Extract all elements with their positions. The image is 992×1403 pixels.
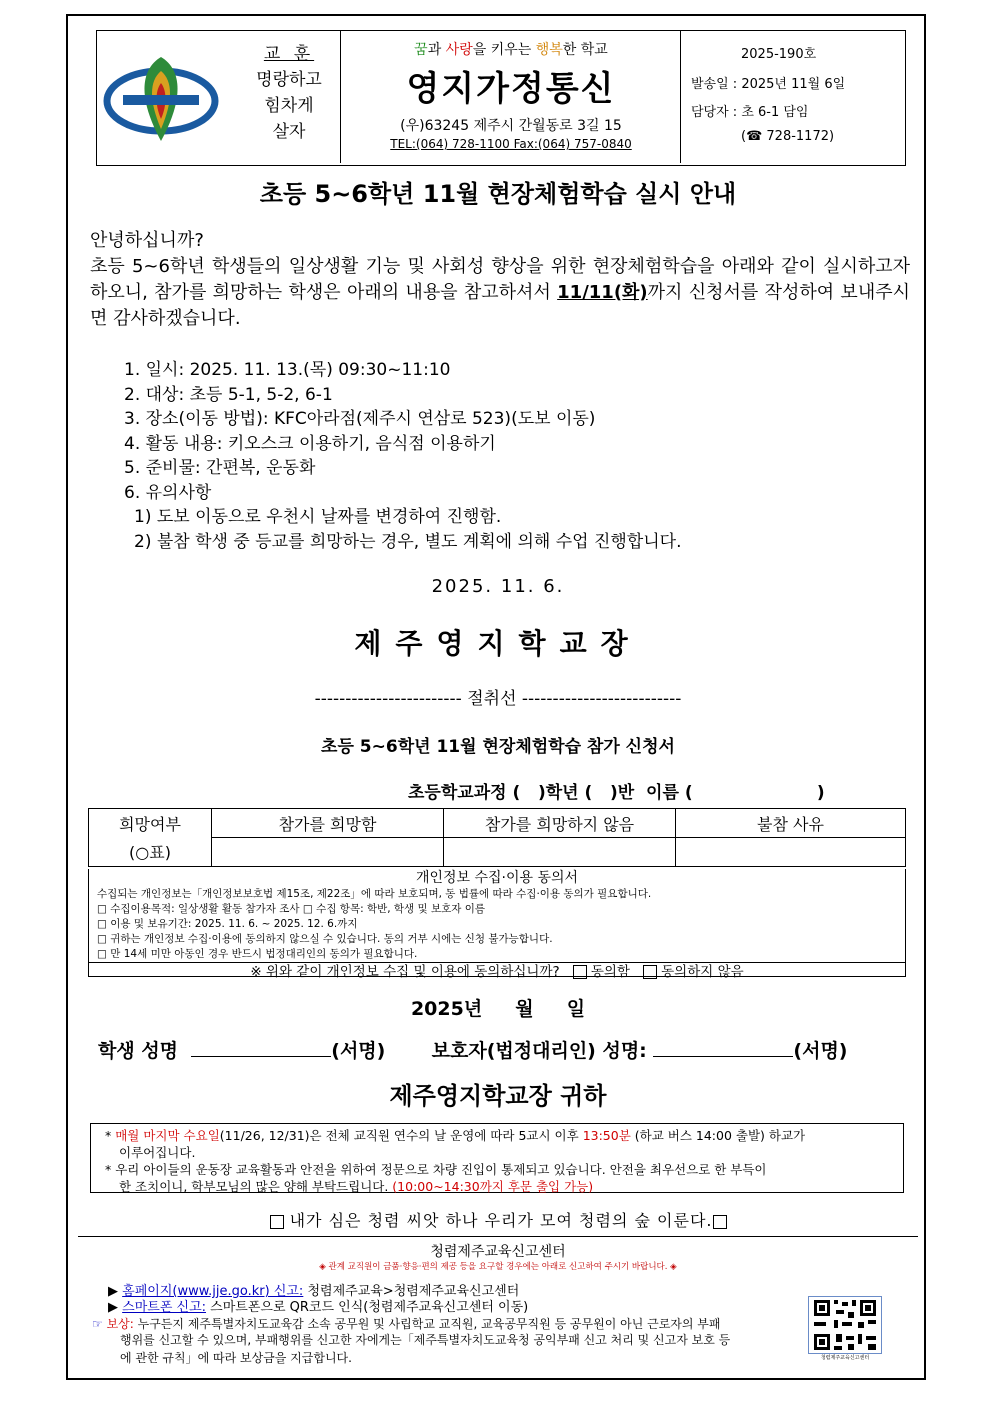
caution-item: 2) 불참 학생 중 등교를 희망하는 경우, 별도 계획에 의해 수업 진행합니다. [134, 531, 682, 552]
consent-line: □ 만 14세 미만 아동인 경우 반드시 법정대리인의 동의가 필요합니다. [97, 948, 418, 960]
newsletter-title: 영지가정통신 [406, 69, 616, 109]
student-name-label: 학생 성명 [98, 1040, 179, 1062]
intro-text: 까지 신청서를 작성하여 보내주시면 감사하겠습니다. [90, 282, 910, 329]
report-text: 에 관한 규칙」에 따라 보상금을 지급합니다. [120, 1351, 352, 1365]
list-item: 4. 활동 내용: 키오스크 이용하기, 음식점 이용하기 [124, 433, 496, 454]
caution-item: 1) 도보 이동으로 우천시 날짜를 변경하여 진행함. [134, 507, 502, 527]
consent-title: 개인정보 수집·이용 동의서 [415, 870, 579, 886]
notice-highlight: (10:00~14:30까지 후문 출입 가능) [392, 1179, 594, 1194]
student-name-field[interactable] [191, 1036, 331, 1057]
consent-line: □ 이용 및 보유기간: 2025. 11. 6. ~ 2025. 12. 6.까지 [97, 918, 358, 930]
slogan-word-love: 사랑 [445, 42, 473, 58]
checkbox-icon [713, 1215, 727, 1229]
qr-caption: 청렴제주교육신고센터 [820, 1355, 870, 1361]
slogan-text: 한 학교 [562, 42, 608, 58]
list-item: 1. 일시: 2025. 11. 13.(목) 09:30~11:10 [124, 360, 451, 380]
report-smartphone: ▶ 스마트폰 신고: 스마트폰으로 QR코드 인식(청렴제주교육신고센터 이동) [108, 1300, 529, 1315]
principal-name: 제주영지학교장 [354, 627, 642, 660]
list-item: 3. 장소(이동 방법): KFC아라점(제주시 연삼로 523)(도보 이동) [124, 409, 596, 429]
reward-label: 보상: [106, 1317, 134, 1331]
consent-question-row [89, 962, 905, 981]
school-phone-fax: TEL:(064) 728-1100 Fax:(064) 757-0840 [390, 137, 632, 151]
divider [78, 1236, 918, 1237]
motto-line: 힘차게 [264, 96, 314, 116]
notice-text: (11/26, 12/31)은 전체 교직원 연수의 날 운영에 따라 5교시 이후 [219, 1128, 583, 1143]
student-signature-label: (서명) [331, 1040, 386, 1062]
bullet-star: * [105, 1128, 112, 1143]
header-box [96, 30, 906, 166]
issue-date-line: 2025. 11. 6. [431, 576, 565, 597]
notice-text: 우리 아이들의 운동장 교육활동과 안전을 위하여 정문으로 차량 진입이 통제되고 있습니다. 안전을 최우선으로 한 부득이 [115, 1162, 767, 1177]
motto-title: 교 훈 [263, 44, 315, 64]
qr-code-icon[interactable] [808, 1296, 882, 1354]
table-header-cell: (○표) [89, 838, 212, 867]
intro-paragraph [90, 254, 910, 332]
signature-line [98, 1036, 847, 1063]
contact-phone: (☎ 728-1172) [741, 129, 835, 144]
header-title-cell [341, 31, 681, 163]
slogan-word-dream: 꿈 [414, 42, 428, 58]
deadline: 11/11(화) [557, 282, 648, 303]
notice-item [105, 1127, 895, 1144]
participation-table [88, 808, 906, 867]
smartphone-label: 스마트폰 신고: [122, 1300, 207, 1315]
addressee: 제주영지학교장 귀하 [389, 1082, 607, 1110]
school-slogan [341, 39, 681, 59]
guardian-signature-label: (서명) [793, 1040, 848, 1062]
table-row [89, 809, 906, 838]
notice-item [105, 1161, 895, 1178]
privacy-consent-box [88, 869, 906, 980]
consent-line: □ 수집이용목적: 일상생활 활동 참가자 조사 □ 수집 항목: 학반, 학생 및 보호자 이름 [97, 903, 486, 915]
class-name-line: 초등학교과정 ( )학년 ( )반 이름 ( ) [408, 783, 825, 803]
intro-text: 초등 5~6학년 학생들의 일상생활 기능 및 사회성 향상을 위한 현장체험학습을 아래와 같이 실시하고자 하오니, 참가를 희망하는 학생은 아래의 내용을 참고하셔서 [90, 256, 910, 303]
report-text: 행위를 신고할 수 있으며, 부패행위를 신고한 자에게는「제주특별자치도교육청 공익부패 신고 처리 및 신고자 보호 등 [120, 1333, 731, 1347]
table-header-cell: 희망여부 [89, 809, 212, 838]
motto-line: 명랑하고 [256, 70, 322, 90]
notice-text: (하교 버스 14:00 출발) 하교가 [630, 1128, 806, 1143]
cut-line: ------------------------ 절취선 -------------------------- [314, 689, 682, 709]
school-motto-block [247, 41, 331, 145]
integrity-center-name: 청렴제주교육신고센터 [430, 1244, 566, 1260]
consent-question: ※ 위와 같이 개인정보 수집 및 이용에 동의하십니까? [250, 964, 560, 980]
person-in-charge: 담당자 : 초 6-1 담임 [691, 105, 809, 120]
list-item: 2. 대상: 초등 5-1, 5-2, 6-1 [124, 384, 333, 405]
report-text: 청렴제주교육>청렴제주교육신고센터 [303, 1284, 520, 1299]
notice-box [90, 1123, 904, 1193]
details-list [124, 358, 682, 554]
report-reward [92, 1316, 720, 1332]
table-header-cell: 불참 사유 [676, 809, 906, 838]
notice-highlight: 매월 마지막 수요일 [115, 1128, 220, 1143]
table-header-cell: 참가를 희망함 [212, 809, 444, 838]
integrity-slogan [68, 1208, 928, 1231]
disagree-checkbox[interactable] [643, 965, 657, 979]
guardian-name-label: 보호자(법정대리인) 성명: [431, 1040, 647, 1062]
school-address: (우)63245 제주시 간월동로 3길 15 [400, 118, 622, 134]
table-header-cell: 참가를 희망하지 않음 [444, 809, 676, 838]
issue-date: 발송일 : 2025년 11월 6일 [691, 77, 846, 92]
header-logo-cell [97, 31, 341, 163]
homepage-link[interactable]: 홈페이지(www.jje.go.kr) 신고: [122, 1284, 304, 1299]
participate-yes-cell[interactable] [212, 838, 444, 867]
consent-line: □ 귀하는 개인정보 수집·이용에 동의하지 않으실 수 있습니다. 동의 거부 시에는 신청 불가능합니다. [97, 933, 553, 945]
header-meta-cell [681, 31, 905, 163]
notice-item [105, 1178, 895, 1195]
newsletter-page [66, 14, 926, 1380]
participate-no-cell[interactable] [444, 838, 676, 867]
list-item: 6. 유의사항 [124, 482, 212, 503]
sign-date: 2025년 월 일 [410, 998, 586, 1020]
school-logo-icon [103, 49, 219, 149]
notice-time: 13:50분 [582, 1128, 631, 1143]
motto-line: 살자 [272, 122, 306, 142]
pointing-hand-icon: ☞ [92, 1317, 103, 1331]
report-homepage: ▶ 홈페이지(www.jje.go.kr) 신고: 청렴제주교육>청렴제주교육신고센터 [108, 1284, 520, 1299]
notice-text: 이루어집니다. [119, 1145, 196, 1160]
guardian-name-field[interactable] [653, 1036, 793, 1057]
report-text: 누구든지 제주특별자치도교육감 소속 공무원 및 사립학교 교직원, 교육공무직원 등 공무원이 아닌 근로자의 부패 [133, 1317, 721, 1331]
application-title: 초등 5~6학년 11월 현장체험학습 참가 신청서 [321, 737, 675, 757]
agree-label: 동의함 [590, 964, 630, 980]
table-row [89, 838, 906, 867]
greeting: 안녕하십니까? [90, 230, 204, 251]
checkbox-icon [270, 1215, 284, 1229]
slogan-text: 과 [427, 42, 446, 58]
list-item: 5. 준비물: 간편복, 운동화 [124, 458, 316, 478]
disagree-label: 동의하지 않음 [661, 964, 744, 980]
agree-checkbox[interactable] [573, 965, 587, 979]
notice-text: 한 조치이니, 학부모님의 많은 양해 부탁드립니다. [119, 1179, 393, 1194]
main-title: 초등 5~6학년 11월 현장체험학습 실시 안내 [259, 180, 737, 208]
consent-line: 수집되는 개인정보는「개인정보보호법 제15조, 제22조」에 따라 보호되며, 동 법률에 따라 수집·이용 동의가 필요합니다. [97, 888, 652, 900]
integrity-note: ◈ 관계 교직원이 금품·향응·편의 제공 등을 요구할 경우에는 아래로 신고하여 주시기 바랍니다. ◈ [319, 1262, 677, 1272]
issue-number: 2025-190호 [741, 47, 817, 62]
slogan-text: 을 키우는 [472, 42, 536, 58]
slogan-word-happy: 행복 [535, 42, 563, 58]
integrity-slogan-text: 내가 심은 청렴 씨앗 하나 우리가 모여 청렴의 숲 이룬다. [289, 1211, 713, 1230]
bullet-star: * [105, 1162, 112, 1177]
absence-reason-cell[interactable] [676, 838, 906, 867]
report-text: 스마트폰으로 QR코드 인식(청렴제주교육신고센터 이동) [206, 1300, 529, 1315]
